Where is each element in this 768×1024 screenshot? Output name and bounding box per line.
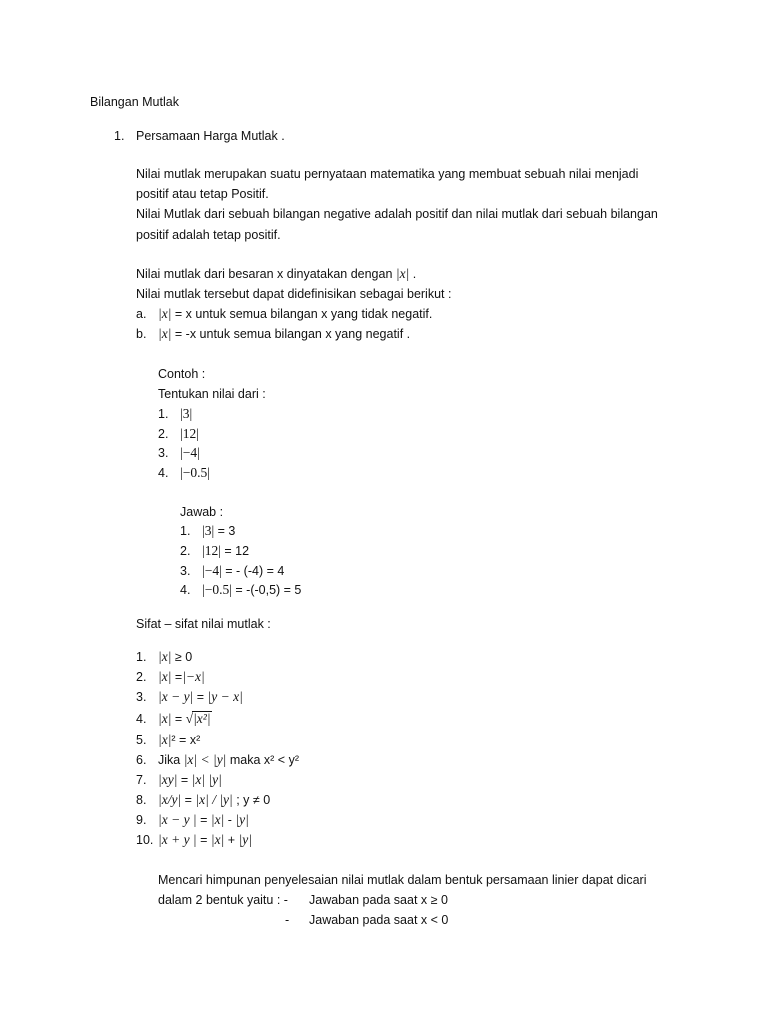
answer-1-expr: |3| — [202, 523, 215, 538]
answer-num-3: 3. — [180, 564, 191, 578]
example-expr-4: |−0.5| — [180, 465, 210, 480]
answer-num-4: 4. — [180, 583, 191, 597]
property-1-part: |x| — [158, 649, 172, 664]
property-number: 7. — [136, 773, 147, 787]
property-number: 4. — [136, 712, 147, 726]
definition-marker-a: a. — [136, 307, 147, 321]
property-10-part: + — [224, 833, 239, 847]
property-9 — [158, 811, 249, 829]
property-8 — [158, 791, 270, 809]
document-title: Bilangan Mutlak — [90, 95, 179, 109]
property-5 — [158, 731, 200, 749]
intro-line-1: Nilai mutlak merupakan suatu pernyataan matematika yang membuat sebuah nilai menjadi — [136, 167, 639, 181]
property-6-part: maka x² < y² — [226, 753, 299, 767]
closing-line-1: Mencari himpunan penyelesaian nilai mutlak dalam bentuk persamaan linier dapat dicari — [158, 873, 647, 887]
property-5-part: ² = x² — [171, 733, 201, 747]
property-10-part: |x| — [210, 832, 225, 847]
case-2-dash: - — [285, 913, 290, 927]
section-number: 1. — [114, 129, 125, 143]
answer-2-expr: |12| — [202, 543, 221, 558]
property-10-part: |y| — [238, 832, 252, 847]
answer-4 — [202, 581, 301, 599]
intro-line-4: positif adalah tetap positif. — [136, 228, 281, 242]
property-number: 3. — [136, 690, 147, 704]
property-number: 1. — [136, 650, 147, 664]
example-heading: Contoh : — [158, 367, 206, 381]
answer-4-result: = -(-0,5) = 5 — [231, 583, 302, 597]
intro-line-2: positif atau tetap Positif. — [136, 187, 269, 201]
property-10-part: = — [196, 833, 211, 847]
example-num-3: 3. — [158, 446, 169, 460]
property-9-part: |x| — [210, 812, 225, 827]
property-9-part: = — [196, 813, 211, 827]
property-6-part: Jika — [158, 753, 184, 767]
answer-3 — [202, 562, 284, 580]
example-prompt: Tentukan nilai dari : — [158, 387, 266, 401]
definition-marker-b: b. — [136, 327, 147, 341]
property-7 — [158, 771, 222, 789]
case-1: Jawaban pada saat x ≥ 0 — [309, 893, 448, 907]
closing-line-2: dalam 2 bentuk yaitu : - — [158, 893, 288, 907]
property-2 — [158, 668, 205, 686]
property-number: 5. — [136, 733, 147, 747]
answer-2-result: = 12 — [220, 544, 250, 558]
property-7-part: |xy| — [158, 772, 178, 787]
property-number: 2. — [136, 670, 147, 684]
definition-b-text: = -x untuk semua bilangan x yang negatif . — [171, 327, 411, 341]
example-num-4: 4. — [158, 466, 169, 480]
property-2-part: = — [171, 670, 183, 684]
property-3 — [158, 688, 243, 706]
property-10 — [158, 831, 252, 849]
answer-3-result: = - (-4) = 4 — [221, 564, 285, 578]
notation-end: . — [409, 267, 417, 281]
property-9-part: |x − y | — [158, 812, 197, 827]
answer-1 — [202, 522, 235, 540]
notation-line — [136, 265, 416, 283]
property-7-part: = — [177, 773, 192, 787]
answer-3-expr: |−4| — [202, 563, 222, 578]
answer-1-result: = 3 — [214, 524, 236, 538]
property-4-part: = — [171, 712, 186, 726]
property-number: 9. — [136, 813, 147, 827]
section-heading: Persamaan Harga Mutlak . — [136, 129, 285, 143]
example-num-1: 1. — [158, 407, 169, 421]
property-4-part: |x²| — [193, 711, 211, 726]
property-9-part: |y| — [235, 812, 249, 827]
property-8-part: |x/y| — [158, 792, 182, 807]
definition-b — [158, 325, 410, 343]
properties-heading: Sifat – sifat nilai mutlak : — [136, 617, 271, 631]
example-expr-3: |−4| — [180, 445, 200, 460]
property-4-part: √ — [185, 711, 194, 726]
property-4-part: |x| — [158, 711, 172, 726]
property-1-part: ≥ 0 — [171, 650, 193, 664]
property-10-part: |x + y | — [158, 832, 197, 847]
example-expr-1: |3| — [180, 406, 193, 421]
property-2-part: |x| — [158, 669, 172, 684]
definition-a-math: |x| — [158, 306, 172, 321]
answer-4-expr: |−0.5| — [202, 582, 232, 597]
definition-a-text: = x untuk semua bilangan x yang tidak negatif. — [171, 307, 433, 321]
property-3-part: |x − y| — [158, 689, 194, 704]
property-2-part: |−x| — [182, 669, 205, 684]
property-3-part: |y − x| — [207, 689, 243, 704]
property-number: 8. — [136, 793, 147, 807]
property-6 — [158, 751, 299, 769]
property-8-part: ; y ≠ 0 — [232, 793, 271, 807]
property-1 — [158, 648, 192, 666]
definition-b-math: |x| — [158, 326, 172, 341]
property-7-part: |x| |y| — [191, 772, 222, 787]
property-number: 10. — [136, 833, 154, 847]
notation-text: Nilai mutlak dari besaran x dinyatakan dengan — [136, 267, 396, 281]
property-4 — [158, 710, 212, 728]
property-8-part: = — [181, 793, 196, 807]
answer-num-1: 1. — [180, 524, 191, 538]
property-3-part: = — [193, 690, 208, 704]
property-number: 6. — [136, 753, 147, 767]
example-num-2: 2. — [158, 427, 169, 441]
definition-intro: Nilai mutlak tersebut dapat didefinisikan sebagai berikut : — [136, 287, 452, 301]
answer-2 — [202, 542, 249, 560]
case-2: Jawaban pada saat x < 0 — [309, 913, 449, 927]
answer-num-2: 2. — [180, 544, 191, 558]
intro-line-3: Nilai Mutlak dari sebuah bilangan negative adalah positif dan nilai mutlak dari sebuah bilangan — [136, 207, 658, 221]
property-8-part: |x| / |y| — [195, 792, 233, 807]
answer-heading: Jawab : — [180, 505, 224, 519]
property-5-part: |x| — [158, 732, 172, 747]
definition-a — [158, 305, 432, 323]
example-expr-2: |12| — [180, 426, 199, 441]
property-6-part: |x| < |y| — [183, 752, 227, 767]
property-9-part: - — [224, 813, 236, 827]
notation-math: |x| — [395, 266, 410, 281]
